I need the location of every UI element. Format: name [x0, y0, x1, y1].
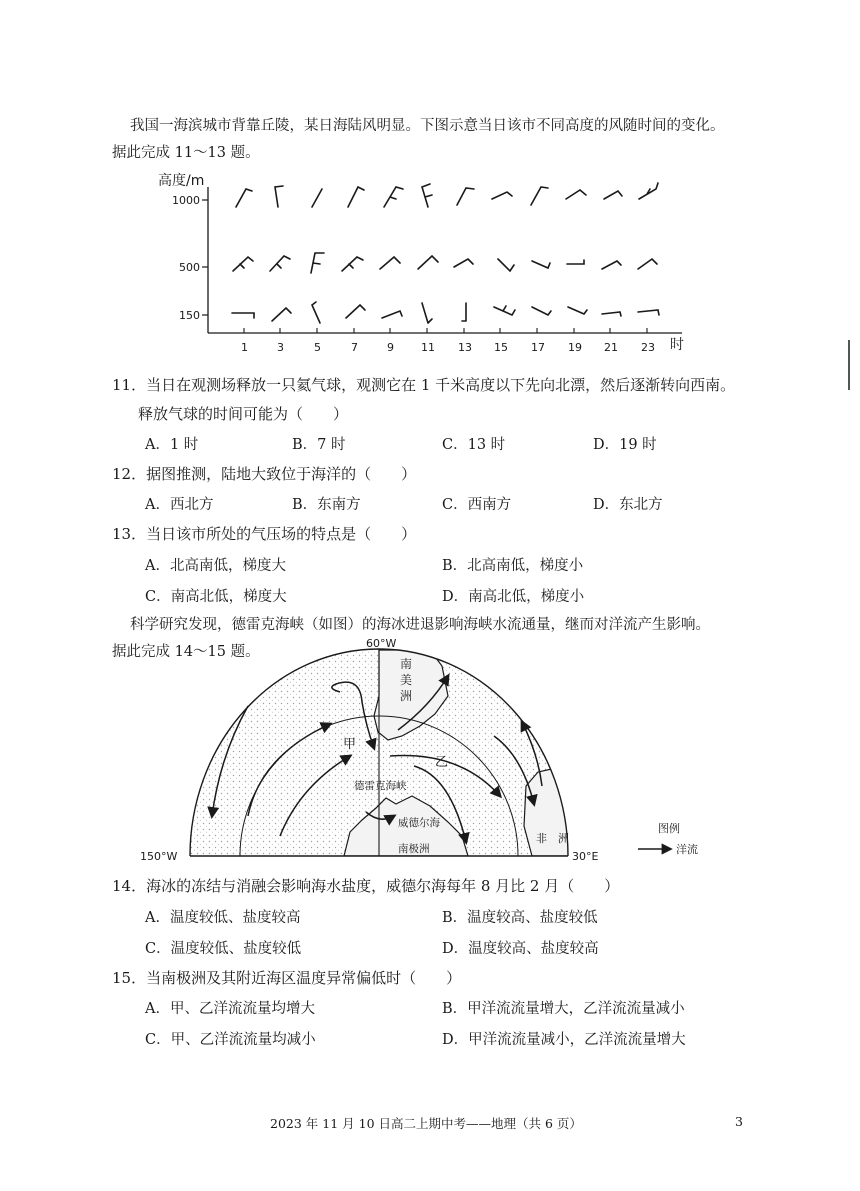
- intro-line-1: 我国一海滨城市背靠丘陵，某日海陆风明显。下图示意当日该市不同高度的风随时间的变化。: [130, 118, 725, 134]
- q15-option-a[interactable]: A．甲、乙洋流流量均增大: [145, 1001, 315, 1017]
- barb-1000-13: [457, 188, 474, 205]
- barb-150-7: [346, 305, 365, 318]
- x-tick-9: 9: [387, 341, 394, 354]
- label-sa-1: 南: [400, 657, 413, 671]
- x-tick-7: 7: [351, 341, 358, 354]
- chart-xlabel: 时: [670, 337, 684, 353]
- x-tick-21: 21: [604, 341, 618, 354]
- label-60w: 60°W: [366, 637, 397, 650]
- q12-option-b[interactable]: B．东南方: [292, 497, 361, 513]
- barb-500-21: [602, 261, 621, 269]
- label-antarctica: 南极洲: [398, 843, 430, 855]
- x-tick-17: 17: [531, 341, 545, 354]
- q11-stem-2: 释放气球的时间可能为（ ）: [138, 405, 349, 423]
- barb-500-19: [567, 260, 584, 264]
- barb-150-13: [462, 303, 466, 321]
- intro-line-2: 据此完成 11～13 题。: [112, 145, 260, 161]
- barb-150-19: [568, 307, 587, 314]
- q13-option-b[interactable]: B．北高南低，梯度小: [442, 558, 584, 574]
- q11-stem: 11．当日在观测场释放一只氦气球，观测它在 1 千米高度以下先向北漂，然后逐渐转向西南。: [112, 376, 736, 394]
- barb-150-23: [638, 310, 659, 315]
- barb-500-15: [498, 259, 514, 271]
- chart-ylabel: 高度/m: [158, 173, 205, 189]
- label-sa-3: 洲: [400, 689, 413, 703]
- q13-option-c[interactable]: C．南高北低，梯度大: [145, 589, 287, 605]
- q14-option-b[interactable]: B．温度较高、盐度较低: [442, 910, 598, 926]
- barb-150-3: [272, 308, 291, 321]
- q11-option-a[interactable]: A．1 时: [145, 437, 199, 453]
- barb-1000-7: [348, 187, 364, 207]
- x-tick-13: 13: [458, 341, 472, 354]
- barb-150-9: [382, 311, 402, 318]
- barbs-1000m: [236, 183, 658, 207]
- barb-1000-1: [236, 189, 252, 207]
- barb-150-17: [532, 307, 551, 315]
- q13-option-d[interactable]: D．南高北低，梯度小: [442, 589, 585, 605]
- q14-option-d[interactable]: D．温度较高、盐度较高: [442, 941, 599, 957]
- q15-option-c[interactable]: C．甲、乙洋流流量均减小: [145, 1032, 316, 1048]
- barb-150-5: [312, 302, 320, 323]
- barb-500-5: [311, 253, 324, 273]
- legend-item: 洋流: [676, 843, 698, 856]
- q15-option-d[interactable]: D．甲洋流流量减小，乙洋流流量增大: [442, 1032, 686, 1048]
- q13-option-a[interactable]: A．北高南低，梯度大: [145, 558, 286, 574]
- q11-option-d[interactable]: D．19 时: [593, 437, 657, 453]
- x-tick-15: 15: [494, 341, 508, 354]
- y-tick-500: 500: [179, 261, 200, 274]
- barb-500-7: [342, 257, 363, 271]
- q12-option-c[interactable]: C．西南方: [442, 497, 512, 513]
- y-tick-150: 150: [179, 309, 200, 322]
- barbs-150m: [232, 302, 659, 323]
- barb-150-11: [422, 303, 432, 323]
- barb-500-23: [638, 259, 657, 269]
- q14-stem: 14．海冰的冻结与消融会影响海水盐度，威德尔海每年 8 月比 2 月（ ）: [112, 877, 620, 895]
- drake-passage-map: [130, 636, 730, 866]
- barb-500-3: [270, 256, 290, 271]
- wind-barb-chart: [150, 165, 700, 360]
- x-tick-11: 11: [421, 341, 435, 354]
- barbs-500m: [233, 253, 657, 273]
- barb-1000-9: [384, 187, 403, 207]
- page-footer: 2023 年 11 月 10 日高二上期中考——地理（共 6 页）: [270, 1116, 582, 1131]
- x-tick-3: 3: [277, 341, 284, 354]
- barb-500-1: [233, 257, 253, 271]
- x-tick-19: 19: [568, 341, 582, 354]
- barb-1000-15: [492, 192, 512, 199]
- barb-1000-21: [604, 191, 622, 199]
- barb-500-9: [380, 257, 400, 269]
- q11-option-c[interactable]: C．13 时: [442, 437, 506, 453]
- q14-option-c[interactable]: C．温度较低、盐度较低: [145, 941, 302, 957]
- label-drake: 德雷克海峡: [354, 780, 407, 792]
- scan-edge-mark: [848, 340, 850, 390]
- q12-stem: 12．据图推测，陆地大致位于海洋的（ ）: [112, 465, 417, 483]
- label-jia: 甲: [343, 737, 357, 752]
- q11-option-b[interactable]: B．7 时: [292, 437, 346, 453]
- barb-500-11: [418, 256, 438, 269]
- page-number: 3: [735, 1114, 743, 1129]
- barb-150-15: [494, 306, 515, 315]
- barb-150-21: [602, 312, 621, 316]
- barb-1000-5: [312, 189, 322, 207]
- label-weddell: 威德尔海: [398, 817, 440, 829]
- intro2-line-1: 科学研究发现，德雷克海峡（如图）的海冰进退影响海峡水流通量，继而对洋流产生影响。: [130, 617, 710, 633]
- x-tick-23: 23: [641, 341, 655, 354]
- label-yi: 乙: [435, 755, 449, 770]
- q12-option-d[interactable]: D．东北方: [593, 497, 663, 513]
- barb-500-13: [454, 259, 473, 267]
- barb-1000-23: [639, 183, 658, 199]
- label-africa: 非 洲: [536, 832, 569, 845]
- legend-title: 图例: [658, 822, 680, 835]
- q15-stem: 15．当南极洲及其附近海区温度异常偏低时（ ）: [112, 969, 462, 987]
- q15-option-b[interactable]: B．甲洋流流量增大，乙洋流流量减小: [442, 1001, 685, 1017]
- label-150w: 150°W: [140, 850, 178, 863]
- x-tick-5: 5: [314, 341, 321, 354]
- intro2-line-2: 据此完成 14～15 题。: [112, 644, 260, 660]
- q14-option-a[interactable]: A．温度较低、盐度较高: [145, 910, 301, 926]
- barb-500-17: [532, 261, 550, 268]
- label-30e: 30°E: [572, 850, 599, 863]
- q13-stem: 13．当日该市所处的气压场的特点是（ ）: [112, 525, 417, 543]
- barb-1000-11: [422, 184, 432, 207]
- q12-option-a[interactable]: A．西北方: [145, 497, 214, 513]
- x-tick-1: 1: [241, 341, 248, 354]
- x-ticks: [244, 328, 647, 333]
- barb-1000-3: [275, 186, 283, 207]
- label-sa-2: 美: [400, 673, 413, 687]
- y-tick-1000: 1000: [172, 194, 200, 207]
- barb-1000-19: [566, 190, 586, 199]
- barb-150-1: [232, 313, 254, 318]
- barb-1000-17: [531, 187, 548, 205]
